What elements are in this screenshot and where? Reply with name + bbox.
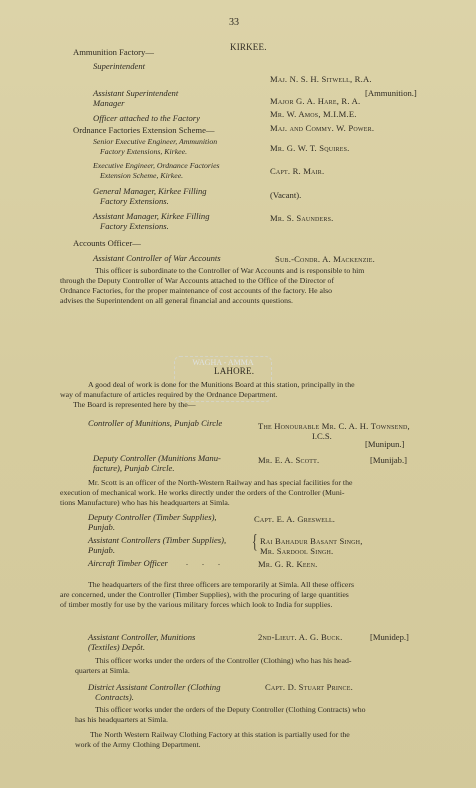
name-townsend: The Honourable Mr. C. A. H. Townsend, (258, 421, 410, 431)
accounts-paragraph-line2: through the Deputy Controller of War Accounts attached to the Office of the Director of (60, 276, 335, 285)
name-mair: Capt. R. Mair. (270, 166, 325, 176)
role-district-asst-controller-2: Contracts). (95, 692, 134, 702)
name-vacant: (Vacant). (270, 190, 302, 200)
buck-paragraph-line1: This officer works under the orders of the Controller (Clothing) who has his head- (95, 656, 352, 665)
name-amos: Mr. W. Amos, M.I.M.E. (270, 109, 357, 119)
note-munijab: [Munijab.] (370, 455, 407, 465)
accounts-paragraph-line4: advises the Superintendent on all general financial and accounts questions. (60, 296, 293, 305)
final-paragraph-line1: The North Western Railway Clothing Factory at this station is partially used for the (90, 730, 350, 739)
hq-paragraph-line1: The headquarters of the first three officers are temporarily at Simla. All these officers (88, 580, 355, 589)
note-ammunition: [Ammunition.] (365, 88, 417, 98)
role-deputy-controller-timber: Deputy Controller (Timber Supplies), (88, 512, 217, 522)
role-senior-exec-engineer: Senior Executive Engineer, Ammunition (93, 137, 218, 146)
scott-paragraph-line1: Mr. Scott is an officer of the North-Western Railway and has special facilities for the (88, 478, 353, 487)
page-number: 33 (229, 17, 239, 28)
section-heading-lahore: LAHORE. (214, 366, 255, 376)
name-keen: Mr. G. R. Keen. (258, 559, 318, 569)
name-greswell: Capt. E. A. Greswell. (254, 514, 336, 524)
accounts-paragraph-line3: Ordnance Factories, for the proper maintenance of cost accounts of the factory. He also (60, 286, 333, 295)
role-senior-exec-engineer-2: Factory Extensions, Kirkee. (100, 147, 188, 156)
hq-paragraph-line2: are concerned, under the Controller (Timber Supplies), with the procuring of large quantities (60, 590, 349, 599)
role-district-asst-controller: District Assistant Controller (Clothing (88, 682, 221, 692)
role-deputy-controller-manufacture-2: facture), Punjab Circle. (93, 463, 175, 473)
lahore-intro-line2: way of manufacture of articles required by the Ordnance Department. (60, 390, 278, 399)
role-extension-scheme: Ordnance Factories Extension Scheme— (73, 125, 215, 135)
name-power: Maj. and Commy. W. Power. (270, 123, 375, 133)
role-deputy-controller-manufacture: Deputy Controller (Munitions Manu- (93, 453, 221, 463)
role-exec-engineer-2: Extension Scheme, Kirkee. (100, 171, 184, 180)
role-asst-superintendent: Assistant Superintendent (93, 88, 179, 98)
role-asst-manager: Assistant Manager, Kirkee Filling (93, 211, 210, 221)
scott-paragraph-line2: execution of mechanical work. He works directly under the orders of the Controller (Muni- (60, 488, 345, 497)
accounts-officer-heading: Accounts Officer— (73, 238, 141, 248)
name-sardool-singh: Mr. Sardool Singh. (260, 546, 334, 556)
lahore-intro-line3: The Board is represented here by the— (73, 400, 196, 409)
role-manager: Manager (93, 98, 125, 108)
role-controller-munitions: Controller of Munitions, Punjab Circle (88, 418, 223, 428)
role-asst-controllers-timber-2: Punjab. (88, 545, 115, 555)
name-saunders: Mr. S. Saunders. (270, 213, 334, 223)
role-aircraft-timber: Aircraft Timber Officer (88, 558, 168, 568)
role-asst-manager-2: Factory Extensions. (100, 221, 169, 231)
role-exec-engineer: Executive Engineer, Ordnance Factories (93, 161, 220, 170)
scott-paragraph-line3: tions Manufacture) who has his headquarters at Simla. (60, 498, 230, 507)
role-officer-attached: Officer attached to the Factory (93, 113, 200, 123)
name-mackenzie: Sub.-Condr. A. Mackenzie. (275, 254, 375, 264)
name-hare: Major G. A. Hare, R. A. (270, 96, 361, 106)
role-general-manager-2: Factory Extensions. (100, 196, 169, 206)
lahore-intro-line1: A good deal of work is done for the Munitions Board at this station, principally in the (88, 380, 355, 389)
leader-dots: . . . (186, 558, 226, 567)
name-sitwell: Maj. N. S. H. Sitwell, R.A. (270, 74, 372, 84)
prince-paragraph-line1: This officer works under the orders of the Deputy Controller (Clothing Contracts) who (95, 705, 366, 714)
final-paragraph-line2: work of the Army Clothing Department. (75, 740, 201, 749)
name-squires: Mr. G. W. T. Squires. (270, 143, 350, 153)
prince-paragraph-line2: has his headquarters at Simla. (75, 715, 168, 724)
brace-glyph: { (251, 531, 258, 553)
buck-paragraph-line2: quarters at Simla. (75, 666, 130, 675)
role-superintendent: Superintendent (93, 61, 146, 71)
name-prince: Capt. D. Stuart Prince. (265, 682, 353, 692)
role-deputy-controller-timber-2: Punjab. (88, 522, 115, 532)
role-general-manager: General Manager, Kirkee Filling (93, 186, 207, 196)
name-buck: 2nd-Lieut. A. G. Buck. (258, 632, 343, 642)
name-basant-singh: Rai Bahadur Basant Singh, (260, 536, 363, 546)
role-asst-controller-war-accounts: Assistant Controller of War Accounts (93, 253, 221, 263)
library-stamp: WAGHA - AMMA (174, 356, 272, 402)
name-scott: Mr. E. A. Scott. (258, 455, 320, 465)
role-asst-controller-textiles-2: (Textiles) Depôt. (88, 642, 145, 652)
section-heading-kirkee: KIRKEE. (230, 42, 267, 52)
name-townsend-ics: I.C.S. (312, 431, 332, 441)
role-asst-controller-textiles: Assistant Controller, Munitions (88, 632, 196, 642)
hq-paragraph-line3: of timber mostly for use by the various military forces which look to India for supplies. (60, 600, 333, 609)
accounts-paragraph-line1: This officer is subordinate to the Controller of War Accounts and is responsible to him (95, 266, 365, 275)
note-munipun: [Munipun.] (365, 439, 405, 449)
ammunition-factory-heading: Ammunition Factory— (73, 47, 154, 57)
note-munidep: [Munidep.] (370, 632, 409, 642)
role-asst-controllers-timber: Assistant Controllers (Timber Supplies), (88, 535, 227, 545)
